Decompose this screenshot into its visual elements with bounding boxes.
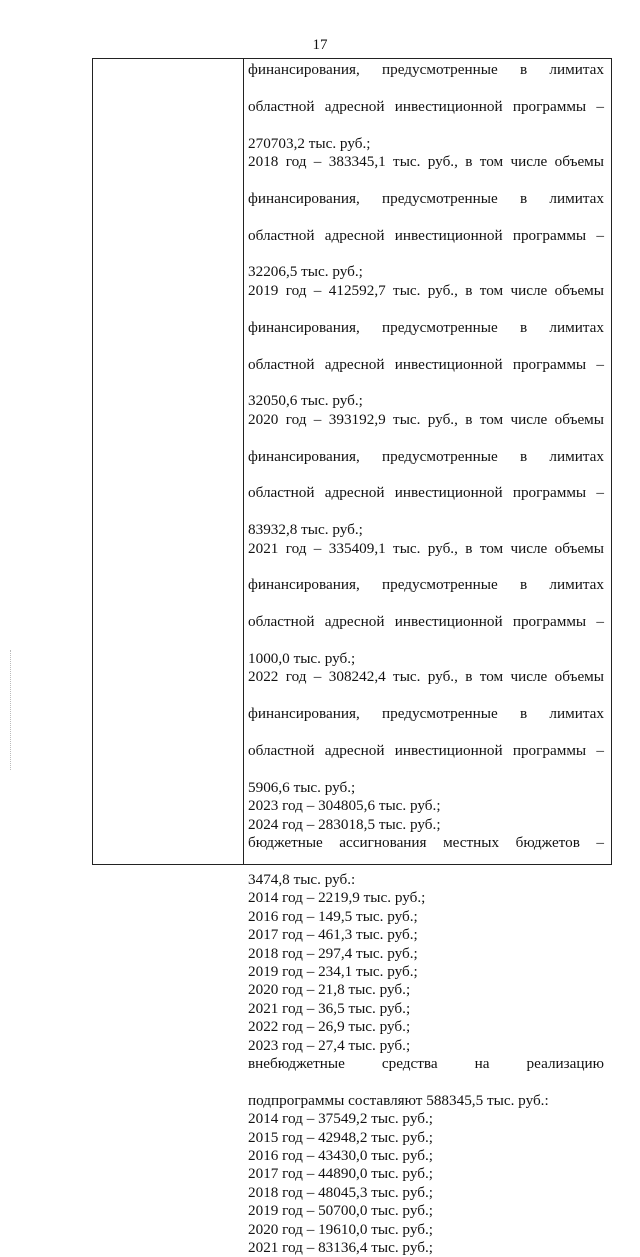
text-line: финансирования, предусмотренные в лимитах — [248, 318, 604, 336]
text-line: 2015 год – 42948,2 тыс. руб.; — [248, 1128, 433, 1146]
text-line: 1000,0 тыс. руб.; — [248, 650, 356, 667]
text-line: областной адресной инвестиционной программы – — [248, 613, 604, 631]
text-line: 83932,8 тыс. руб.; — [248, 521, 363, 539]
text-line: 2022 год – 308242,4 тыс. руб., в том числе объемы — [248, 668, 604, 686]
financing-table — [92, 58, 612, 1256]
text-line: финансирования, предусмотренные в лимитах — [248, 61, 604, 78]
text-line: 32050,6 тыс. руб.; — [248, 392, 363, 410]
text-line: областной адресной инвестиционной программы – — [248, 742, 604, 760]
text-line: 270703,2 тыс. руб.; — [248, 134, 371, 152]
scan-margin-mark — [10, 650, 12, 770]
text-line: 2020 год – 21,8 тыс. руб.; — [248, 981, 411, 999]
text-line: областной адресной инвестиционной программы – — [248, 355, 604, 373]
text-line: 2024 год – 283018,5 тыс. руб.; — [248, 815, 441, 833]
text-line: 32206,5 тыс. руб.; — [248, 263, 363, 281]
text-line: 2014 год – 37549,2 тыс. руб.; — [248, 1110, 433, 1128]
text-line: 2017 год – 44890,0 тыс. руб.; — [248, 1165, 433, 1183]
text-line: финансирования, предусмотренные в лимитах — [248, 189, 604, 207]
text-line: областной адресной инвестиционной программы – — [248, 484, 604, 502]
text-line: 2020 год – 393192,9 тыс. руб., в том числе объемы — [248, 410, 604, 428]
text-line: областной адресной инвестиционной программы – — [248, 226, 604, 244]
text-line: 2016 год – 43430,0 тыс. руб.; — [248, 1146, 433, 1164]
page-number: 17 — [312, 37, 328, 53]
text-line: 2014 год – 2219,9 тыс. руб.; — [248, 889, 426, 907]
text-line: внебюджетные средства на реализацию — [248, 1054, 604, 1072]
text-line: 3474,8 тыс. руб.: — [248, 870, 356, 888]
text-line: 2017 год – 461,3 тыс. руб.; — [248, 926, 418, 944]
text-line: 2016 год – 149,5 тыс. руб.; — [248, 907, 418, 925]
text-line: бюджетные ассигнования местных бюджетов – — [248, 834, 604, 852]
text-line: финансирования, предусмотренные в лимитах — [248, 447, 604, 465]
table-right-cell — [248, 61, 604, 1257]
table-left-cell — [93, 59, 244, 864]
text-line: 2023 год – 304805,6 тыс. руб.; — [248, 797, 441, 815]
text-line: 2019 год – 50700,0 тыс. руб.; — [248, 1202, 433, 1220]
text-line: 2021 год – 335409,1 тыс. руб., в том числе объемы — [248, 539, 604, 557]
text-line: 2020 год – 19610,0 тыс. руб.; — [248, 1220, 433, 1238]
text-line: финансирования, предусмотренные в лимитах — [248, 705, 604, 723]
text-line: 2021 год – 36,5 тыс. руб.; — [248, 999, 411, 1017]
text-line: 2021 год – 83136,4 тыс. руб.; — [248, 1239, 433, 1256]
text-line: 2018 год – 297,4 тыс. руб.; — [248, 944, 418, 962]
text-line: подпрограммы составляют 588345,5 тыс. руб.: — [248, 1091, 549, 1109]
text-line: 2023 год – 27,4 тыс. руб.; — [248, 1036, 411, 1054]
text-line: финансирования, предусмотренные в лимитах — [248, 576, 604, 594]
text-line: областной адресной инвестиционной программы – — [248, 97, 604, 115]
text-line: 5906,6 тыс. руб.; — [248, 778, 356, 796]
text-line: 2022 год – 26,9 тыс. руб.; — [248, 1018, 411, 1036]
text-line: 2018 год – 383345,1 тыс. руб., в том числе объемы — [248, 153, 604, 171]
text-line: 2019 год – 234,1 тыс. руб.; — [248, 962, 418, 980]
text-line: 2018 год – 48045,3 тыс. руб.; — [248, 1183, 433, 1201]
text-line: 2019 год – 412592,7 тыс. руб., в том числе объемы — [248, 281, 604, 299]
